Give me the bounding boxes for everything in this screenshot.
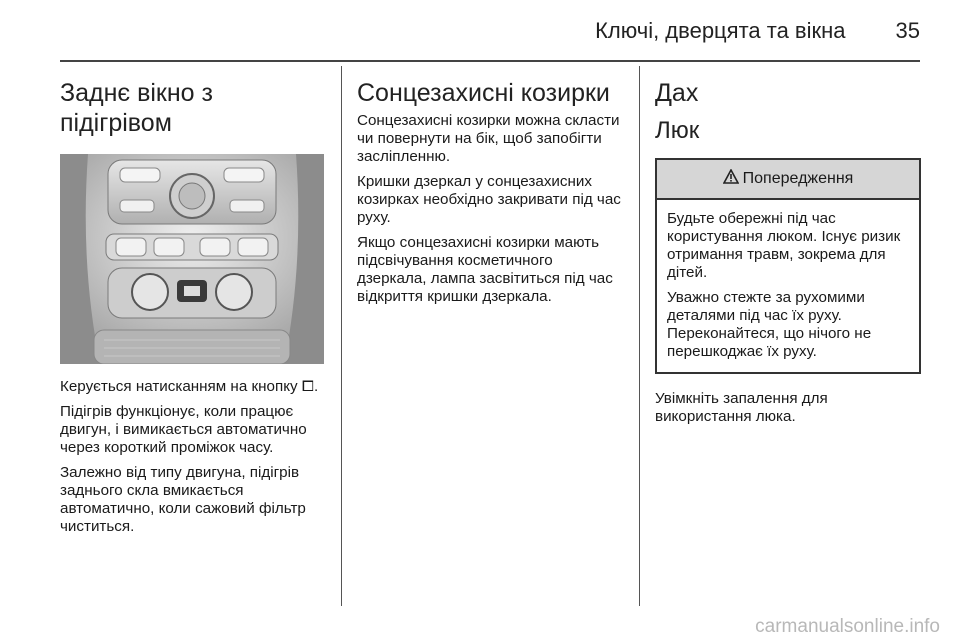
column-rear-window-heating — [60, 66, 324, 543]
column-divider-1 — [341, 66, 342, 606]
paragraph-2: Кришки дзеркал у сонцезахисних козирках необхідно закривати під час руху. — [357, 173, 621, 226]
paragraph-1: Сонцезахисні козирки можна скласти чи повернути на бік, щоб запобігти засліпленню. — [357, 112, 620, 165]
warning-title: Попередження — [742, 170, 854, 187]
column-divider-2 — [639, 66, 640, 606]
column-sun-visors — [357, 66, 623, 313]
paragraph-2: Підігрів функціонує, коли працює двигун, і вимикається автоматично через короткий проміжок часу. — [60, 403, 307, 456]
section-heading: Сонцезахисні козирки — [357, 79, 610, 107]
paragraph-3: Якщо сонцезахисні козирки мають підсвічування косметичного дзеркала, лампа засвітиться під час відкриття кришки дзеркала. — [357, 234, 613, 305]
paragraph-1: Керується натисканням на кнопку ⧠. — [60, 378, 319, 395]
watermark: carmanualsonline.info — [755, 616, 940, 637]
warning-triangle-icon — [723, 169, 739, 189]
section-heading: Заднє вікно з підігрівом — [60, 79, 213, 137]
paragraph-3: Залежно від типу двигуна, підігрів заднього скла вмикається автоматично, коли сажовий фільтр чиститься. — [60, 464, 306, 535]
paragraph-1: Увімкніть запалення для використання люка. — [655, 390, 828, 425]
warning-paragraph-1: Будьте обережні під час користування люком. Існує ризик отримання травм, зокрема для дітей. — [667, 210, 901, 281]
warning-body — [657, 200, 919, 372]
header-title: Ключі, дверцята та вікна — [595, 18, 846, 43]
header-rule — [60, 60, 920, 62]
warning-paragraph-2: Уважно стежте за рухомими деталями під час їх руху. Переконайтеся, що нічого не перешкоджає їх руху. — [667, 289, 872, 360]
page-header — [60, 14, 920, 48]
section-heading: Дах — [655, 79, 699, 107]
dashboard-photo — [60, 154, 324, 364]
page-number: 35 — [895, 18, 920, 43]
warning-box — [655, 158, 921, 374]
column-roof — [655, 66, 921, 433]
warning-header — [657, 160, 919, 200]
subsection-heading: Люк — [655, 117, 700, 144]
